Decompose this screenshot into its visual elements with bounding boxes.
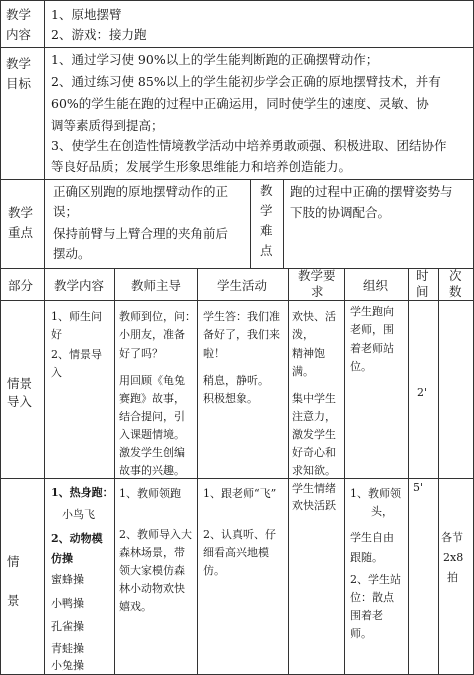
rule (0, 300, 474, 301)
header-part: 部分 (8, 278, 34, 293)
row2-organization-line: 围着老 (350, 609, 383, 622)
row1-organization-line: 位。 (350, 360, 372, 373)
row2-content-animal: 孔雀操 (51, 620, 84, 633)
rule (197, 268, 198, 675)
row2-student-line: 仿。 (203, 564, 225, 577)
row2-organization-line: 头， (371, 505, 393, 518)
row1-teacher-line: 小朋友，准备 (119, 328, 185, 341)
row2-content-animal: 小鸭操 (51, 597, 84, 610)
row1-content-line: 1、师生问 (51, 310, 102, 323)
row1-student-line: 备好了，我们来 (203, 328, 280, 341)
row1-student-line: 学生答：我们准 (203, 310, 280, 323)
goals-label: 教学 (6, 56, 32, 71)
row2-content-warmup-sub: 小鸟飞 (62, 508, 95, 521)
rule (44, 0, 45, 675)
row1-student-line: 啦！ (203, 347, 225, 360)
key-points-line: 正确区别跑的原地摆臂动作的正 (53, 184, 229, 199)
header-student: 学生活动 (217, 278, 268, 293)
goals-line: 调等素质得到提高； (51, 118, 164, 133)
row2-count-line: 各节 (441, 531, 463, 544)
rule (114, 268, 115, 675)
row2-teacher-line: 2、教师导入大 (119, 528, 192, 541)
header-requirement: 求 (311, 284, 324, 299)
goals-line: 1、通过学习使 90%以上的学生能判断跑的正确摆臂动作； (51, 52, 379, 67)
row2-teacher-line: 领大家模仿森 (119, 564, 185, 577)
row2-part: 情 (7, 554, 20, 569)
row2-count-line: 2x8 (443, 551, 464, 564)
difficulties-line: 跑的过程中正确的摆臂姿势与 (290, 184, 453, 199)
row2-teacher-line: 森林场景，带 (119, 546, 185, 559)
row1-content-line: 好 (51, 328, 62, 341)
rule (0, 478, 474, 479)
rule (0, 47, 474, 48)
row2-content-animal: 小兔操 (51, 659, 84, 672)
row2-teacher-line: 1、教师领跑 (119, 487, 181, 500)
goals-line: 2、通过练习使 85%以上的学生能初步学会正确的原地摆臂技术，并有 (51, 74, 441, 89)
row2-organization-line: 位：散点 (350, 591, 394, 604)
header-time: 间 (416, 284, 429, 299)
row1-teacher-line: 结合提问，引 (119, 410, 185, 423)
difficulties-label: 难 (260, 223, 273, 238)
row2-content-animal: 蜜蜂操 (51, 573, 84, 586)
row1-requirement-line: 集中学生 (292, 392, 336, 405)
row1-time: 2' (417, 386, 428, 399)
row1-student-line: 积极想象。 (203, 392, 258, 405)
row1-content-line: 2、情景导 (51, 348, 102, 361)
header-organization: 组织 (363, 278, 389, 293)
row1-teacher-line: 赛跑》故事， (119, 392, 185, 405)
row1-requirement-line: 好奇心和 (292, 446, 336, 459)
row2-organization-line: 师。 (350, 627, 372, 640)
rule (0, 268, 474, 269)
row2-time: 5' (413, 481, 424, 494)
header-content: 教学内容 (54, 278, 105, 293)
row1-requirement-line: 欢快、活 (292, 310, 336, 323)
key-points-line: 摆动。 (53, 246, 91, 261)
row2-content-imitation: 仿操 (51, 552, 73, 565)
row1-part: 情景 (7, 376, 33, 391)
header-count: 次 (449, 268, 462, 283)
row1-requirement-line: 求知欲。 (292, 464, 336, 477)
row2-content-warmup: 1、热身跑： (51, 486, 114, 499)
rule (408, 268, 409, 675)
row1-teacher-line: 入课题情境。 (119, 428, 185, 441)
key-points-line: 误； (53, 204, 79, 219)
rule (283, 179, 284, 268)
goals-line: 3、使学生在创造性情境教学活动中培养勇敢顽强、积极进取、团结协作 (51, 138, 447, 153)
row2-content-animal: 青蛙操 (51, 642, 84, 655)
key-points-label: 教学 (8, 205, 34, 220)
row1-teacher-line: 用回顾《龟兔 (119, 374, 185, 387)
topic-label: 教学 (6, 7, 32, 22)
row1-teacher-line: 故事的兴趣。 (119, 464, 185, 477)
topic-label: 内容 (6, 27, 32, 42)
rule (288, 268, 289, 675)
rule (438, 268, 439, 675)
row2-requirement-line: 欢快活跃 (292, 499, 336, 512)
row2-student-line: 2、认真听、仔 (203, 528, 276, 541)
goals-label: 目标 (6, 76, 32, 91)
row1-teacher-line: 激发学生创编 (119, 446, 185, 459)
row1-requirement-line: 满。 (292, 365, 314, 378)
rule (0, 0, 1, 675)
goals-line: 等良好品质；发展学生形象思维能力和培养创造能力。 (51, 159, 352, 174)
row2-organization-line: 2、学生站 (350, 573, 401, 586)
rule (0, 0, 474, 1)
row2-teacher-line: 嬉戏。 (119, 600, 152, 613)
row1-part: 导入 (7, 394, 33, 409)
row1-organization-line: 着老师站 (350, 342, 394, 355)
difficulties-label: 学 (260, 203, 273, 218)
row1-teacher-line: 教师到位，问： (119, 310, 196, 323)
row1-requirement-line: 激发学生 (292, 428, 336, 441)
header-requirement: 教学要 (298, 268, 336, 283)
difficulties-label: 点 (260, 243, 273, 258)
rule (344, 268, 345, 675)
topic-line: 2、游戏：接力跑 (51, 27, 147, 42)
row2-student-line: 1、跟老师“飞” (203, 487, 277, 500)
header-count: 数 (449, 284, 462, 299)
row2-part: 景 (7, 593, 20, 608)
difficulties-label: 教 (260, 183, 273, 198)
rule (0, 179, 474, 180)
key-points-line: 保持前臂与上臂合理的夹角前后 (53, 226, 229, 241)
row1-organization-line: 学生跑向 (350, 305, 394, 318)
row1-requirement-line: 精神饱 (292, 347, 325, 360)
row1-content-line: 入 (51, 366, 62, 379)
row2-student-line: 细看高兴地模 (203, 546, 269, 559)
goals-line: 60%的学生能在跑的过程中正确运用，同时使学生的速度、灵敏、协 (51, 96, 429, 111)
header-time: 时 (416, 268, 429, 283)
header-teacher: 教师主导 (131, 278, 182, 293)
row2-count-line: 拍 (447, 571, 458, 584)
row2-content-imitation: 2、动物模 (51, 532, 103, 545)
row2-organization-line: 学生自由 (350, 531, 394, 544)
topic-line: 1、原地摆臂 (51, 7, 122, 22)
row2-teacher-line: 林小动物欢快 (119, 582, 185, 595)
difficulties-line: 下肢的协调配合。 (290, 205, 391, 220)
row2-organization-line: 1、教师领 (350, 487, 401, 500)
row1-student-line: 稍息，静听。 (203, 374, 269, 387)
key-points-label: 重点 (8, 225, 34, 240)
row1-requirement-line: 泼， (292, 328, 314, 341)
row2-organization-line: 跟随。 (350, 551, 383, 564)
row1-teacher-line: 好了吗？ (119, 347, 163, 360)
row1-requirement-line: 注意力， (292, 410, 336, 423)
rule (250, 179, 251, 268)
row1-organization-line: 老师，围 (350, 323, 394, 336)
row2-requirement-line: 学生情绪 (292, 482, 336, 495)
